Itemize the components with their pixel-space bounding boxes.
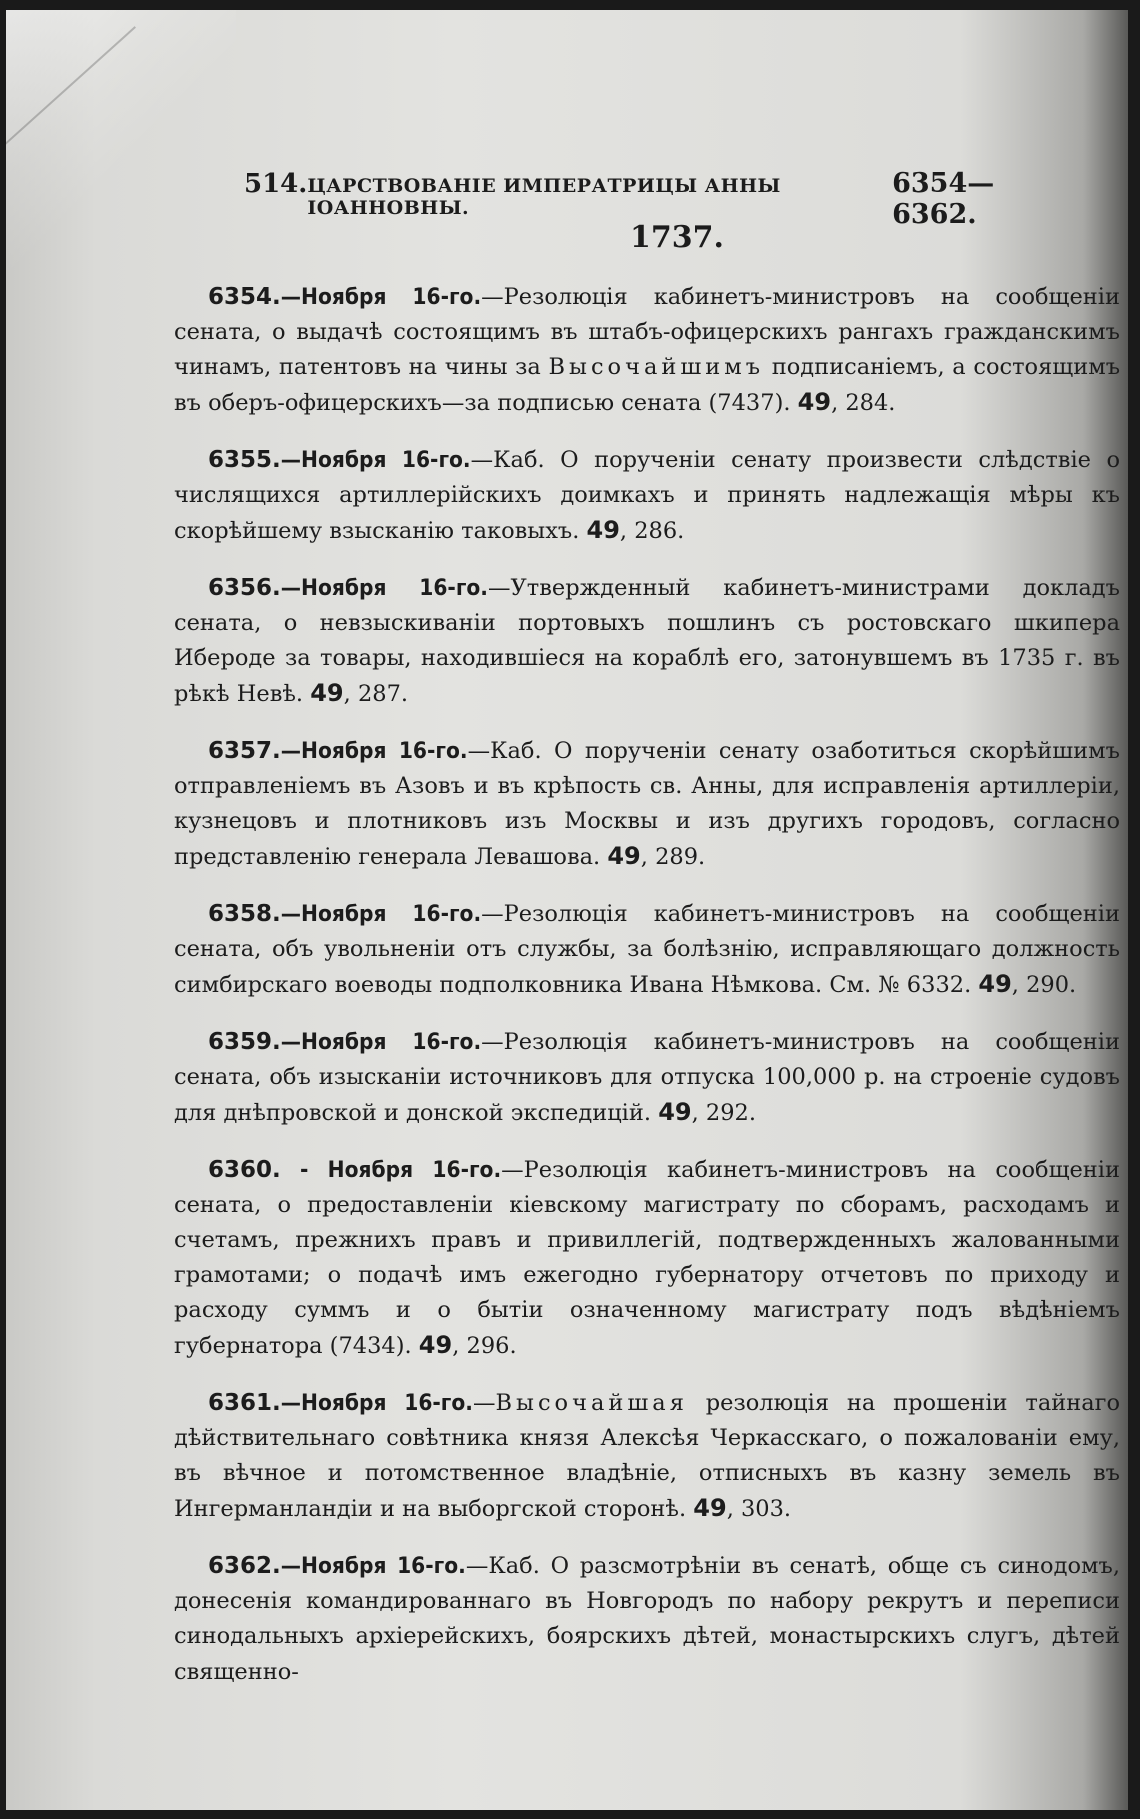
entry-volume: 49 — [978, 970, 1012, 998]
entry-text: —Резолюція кабинетъ-министровъ на сообщеніи сената, объ увольненіи отъ службы, за болѣзнію, исправляющаго должность симбирскаго воеводы подполковника Ивана Нѣмкова. См. № 6332. — [174, 901, 1120, 998]
entry-text-continued: подписаніемъ, а состоящимъ въ оберъ-офицерскихъ—за подписью сената (7437). — [174, 354, 1121, 416]
entry-volume: 49 — [418, 1331, 453, 1359]
entry-6354 — [174, 280, 1120, 421]
entry-6359 — [174, 1025, 1120, 1131]
entry-number: 6355. — [208, 447, 281, 473]
entry-number: 6356. — [208, 575, 281, 601]
entry-page: , 290. — [1011, 972, 1077, 998]
page-sheet — [6, 10, 1128, 1810]
entry-6355 — [174, 443, 1120, 549]
entry-number: 6358. — [208, 901, 281, 927]
entry-page: , 292. — [691, 1100, 756, 1126]
entry-6358 — [174, 897, 1120, 1003]
entry-volume: 49 — [797, 388, 832, 416]
entry-6361 — [174, 1386, 1120, 1527]
entry-date: —Ноября 16-го. — [280, 1029, 482, 1055]
entry-page: , 287. — [343, 681, 409, 707]
entry-number: 6359. — [208, 1029, 281, 1055]
entry-date: —Ноября 16-го. — [280, 901, 482, 927]
entry-text: —Резолюція кабинетъ-министровъ на сообщеніи сената, о предоставленіи кіевскому магистрату по сборамъ, расходамъ и счетамъ, прежнихъ правъ и привиллегій, подтвержденныхъ жалованными грамотами; о подачѣ имъ ежегодно губернатору отчетовъ по приходу и расходу суммъ и о бытіи означенному магистрату подъ вѣдѣніемъ губернатора (7434). — [174, 1157, 1120, 1359]
entry-text: —Утвержденный кабинетъ-министрами докладъ сената, о невзыскиваніи портовыхъ пошлинъ съ ростовскаго шкипера Ибероде за товары, находившіеся на кораблѣ его, затонувшемъ въ 1735 г. въ рѣкѣ Невѣ. — [174, 575, 1120, 707]
entry-date: —Ноября 16-го. — [280, 1390, 473, 1416]
page-content — [174, 168, 1120, 1712]
fold-crease — [6, 26, 136, 161]
entry-number: 6357. — [208, 738, 281, 764]
entry-number: 6362. — [208, 1553, 281, 1579]
entry-volume: 49 — [607, 842, 641, 870]
year-heading: 1737. — [630, 220, 724, 255]
entry-volume: 49 — [586, 516, 620, 544]
entry-text: —Каб. О порученіи сенату произвести слѣдствіе о числящихся артиллерійскихъ доимкахъ и принять надлежащія мѣры къ скорѣйшему взысканію таковыхъ. — [174, 447, 1120, 544]
running-head — [174, 168, 1120, 230]
entry-number: 6360. — [208, 1157, 281, 1183]
entry-volume: 49 — [310, 679, 344, 707]
entry-date: —Ноября 16-го. — [280, 284, 482, 310]
entry-volume: 49 — [658, 1098, 692, 1126]
entry-text: — — [473, 1390, 496, 1416]
entry-text: —Резолюція кабинетъ-министровъ на сообщеніи сената, о выдачѣ состоящимъ въ штабъ-офицерскихъ рангахъ гражданскимъ чинамъ, патентовъ на чины за — [174, 284, 1120, 380]
entry-text: —Каб. О порученіи сенату озаботиться скорѣйшимъ отправленіемъ въ Азовъ и въ крѣпость св. Анны, для исправленія артиллеріи, кузнецовъ и плотниковъ изъ Москвы и изъ другихъ городовъ, согласно представленію генерала Левашова. — [174, 738, 1120, 870]
entry-spaced-text: Высочайшая — [495, 1390, 688, 1416]
entry-text: —Каб. О разсмотрѣніи въ сенатѣ, обще съ синодомъ, донесенія командированнаго въ Новгородъ по набору рекрутъ и переписи синодальныхъ архіерейскихъ, боярскихъ дѣтей, монастырскихъ слугъ, дѣтей священно- — [174, 1553, 1120, 1685]
entry-6360 — [174, 1153, 1120, 1364]
entry-date: —Ноября 16-го. — [280, 575, 488, 601]
entry-6357 — [174, 734, 1120, 875]
entry-page: , 286. — [619, 518, 685, 544]
entry-page: , 303. — [726, 1496, 792, 1522]
entry-date: —Ноября 16-го. — [280, 1553, 466, 1579]
entry-date: —Ноября 16-го. — [280, 738, 468, 764]
entry-date: —Ноября 16-го. — [280, 447, 471, 473]
entry-page: , 296. — [452, 1333, 517, 1359]
entry-6356 — [174, 571, 1120, 712]
entry-page: , 284. — [831, 390, 896, 416]
page-number: 514. — [244, 169, 308, 199]
entry-text: —Резолюція кабинетъ-министровъ на сообщеніи сената, объ изысканіи источниковъ для отпуска 100,000 р. на строеніе судовъ для днѣпровской и донской экспедицій. — [174, 1029, 1120, 1126]
entries-list — [174, 280, 1120, 1690]
entry-volume: 49 — [693, 1494, 727, 1522]
entry-6362 — [174, 1549, 1120, 1690]
entry-number: 6354. — [208, 284, 281, 310]
entry-text-continued: резолюція на прошеніи тайнаго дѣйствительнаго совѣтника князя Алексѣя Черкасскаго, о пожалованіи ему, въ вѣчное и потомственное владѣніе, отписныхъ въ казну земель въ Ингерманландіи и на выборгской сторонѣ. — [174, 1390, 1120, 1522]
entry-range: 6354—6362. — [892, 168, 995, 230]
entry-spaced-text: Высочайшимъ — [548, 354, 765, 380]
entry-page: , 289. — [640, 844, 706, 870]
entry-number: 6361. — [208, 1390, 281, 1416]
entry-date: - Ноября 16-го. — [280, 1157, 502, 1183]
running-title: ЦАРСТВОВАНІЕ ИМПЕРАТРИЦЫ АННЫ ІОАННОВНЫ. — [307, 175, 781, 219]
